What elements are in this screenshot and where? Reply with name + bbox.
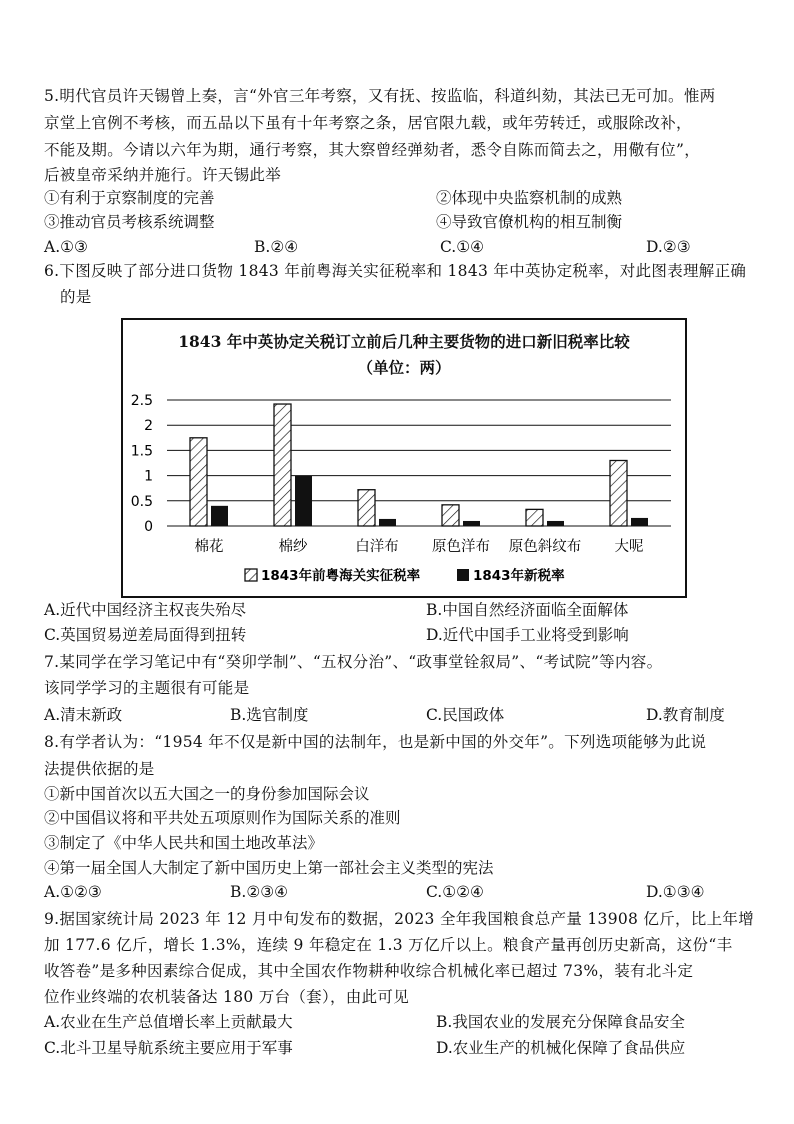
bar-old-rate: [358, 490, 375, 526]
chart-legend: [245, 567, 565, 584]
bar-new-rate: [631, 518, 648, 526]
q9-stem-line: 位作业终端的农机装备达 180 万台（套），由此可见: [44, 988, 409, 1006]
x-tick-label: 原色洋布: [432, 539, 490, 555]
q8-item: ④第一届全国人大制定了新中国历史上第一部社会主义类型的宪法: [44, 859, 494, 877]
x-tick-label: 原色斜纹布: [508, 539, 582, 555]
bar-new-rate: [295, 476, 312, 526]
q6-stem-line: 6.下图反映了部分进口货物 1843 年前粤海关实征税率和 1843 年中英协定税率，对此图表理解正确: [44, 262, 747, 280]
q8-option-b[interactable]: B.②③④: [230, 883, 289, 901]
x-tick-label: 棉纱: [278, 539, 308, 555]
q7-option-d[interactable]: D.教育制度: [646, 706, 725, 724]
legend-swatch-new: [457, 569, 469, 581]
x-axis-ticks: [195, 537, 644, 555]
legend-label-old: 1843年前粤海关实征税率: [261, 568, 421, 584]
bar-old-rate: [610, 460, 627, 526]
bar-old-rate: [442, 505, 459, 526]
y-axis-ticks: [131, 393, 153, 535]
q6-option-c[interactable]: C.英国贸易逆差局面得到扭转: [44, 626, 247, 644]
y-tick-label: 1: [144, 468, 153, 485]
bar-new-rate: [211, 506, 228, 526]
chart-gridlines: [167, 400, 671, 526]
q9-stem-line: 收答卷”是多种因素综合促成，其中全国农作物耕种收综合机械化率已超过 73%，装有北斗定: [44, 962, 694, 980]
q8-option-d[interactable]: D.①③④: [646, 883, 705, 901]
q6-option-a[interactable]: A.近代中国经济主权丧失殆尽: [44, 601, 247, 619]
q6-option-b[interactable]: B.中国自然经济面临全面解体: [426, 601, 629, 619]
bar-new-rate: [547, 521, 564, 526]
bar-old-rate: [190, 438, 207, 526]
q5-stem-line: 京堂上官例不考核，而五品以下虽有十年考察之条，居官限九载，或年劳转迁，或服除改补，: [44, 114, 692, 132]
q7-stem-line: 7.某同学在学习笔记中有“癸卯学制”、“五权分治”、“政事堂铨叙局”、“考试院”等内容。: [44, 653, 663, 671]
q5-item: ③推动官员考核系统调整: [44, 213, 215, 231]
q6-stem-line: 的是: [60, 288, 92, 306]
q5-item: ④导致官僚机构的相互制衡: [436, 213, 623, 231]
q6-option-d[interactable]: D.近代中国手工业将受到影响: [426, 626, 629, 644]
q8-item: ①新中国首次以五大国之一的身份参加国际会议: [44, 785, 370, 803]
bar-old-rate: [526, 509, 543, 526]
q5-item: ①有利于京察制度的完善: [44, 189, 215, 207]
q9-option-b[interactable]: B.我国农业的发展充分保障食品安全: [436, 1013, 685, 1031]
x-tick-label: 白洋布: [355, 539, 399, 555]
q5-stem-line: 不能及期。今请以六年为期，通行考察，其大察曾经弹劾者，悉令自陈而简去之，用儆有位”，: [44, 141, 701, 159]
q8-option-a[interactable]: A.①②③: [44, 883, 102, 901]
chart-title: 1843 年中英协定关税订立前后几种主要货物的进口新旧税率比较: [178, 332, 630, 351]
q9-option-a[interactable]: A.农业在生产总值增长率上贡献最大: [44, 1013, 293, 1031]
q5-option-c[interactable]: C.①④: [440, 238, 485, 256]
chart-bars: [190, 404, 648, 526]
legend-swatch-old: [245, 569, 257, 581]
q9-option-d[interactable]: D.农业生产的机械化保障了食品供应: [436, 1039, 686, 1057]
q8-item: ②中国倡议将和平共处五项原则作为国际关系的准则: [44, 809, 401, 827]
q7-option-a[interactable]: A.清末新政: [44, 706, 123, 724]
y-tick-label: 2: [144, 418, 153, 435]
q8-stem-line: 法提供依据的是: [44, 760, 155, 778]
q7-option-c[interactable]: C.民国政体: [426, 706, 505, 724]
q8-option-c[interactable]: C.①②④: [426, 883, 484, 901]
y-tick-label: 0: [144, 519, 153, 535]
y-tick-label: 1.5: [130, 443, 153, 460]
y-tick-label: 2.5: [130, 393, 153, 409]
q7-stem-line: 该同学学习的主题很有可能是: [44, 679, 250, 697]
q8-stem-line: 8.有学者认为：“1954 年不仅是新中国的法制年，也是新中国的外交年”。下列选项能够为此说: [44, 733, 707, 751]
x-tick-label: 大呢: [614, 539, 644, 555]
q8-item: ③制定了《中华人民共和国土地改革法》: [44, 834, 324, 852]
q5-option-d[interactable]: D.②③: [646, 238, 691, 256]
tax-rate-chart: [121, 318, 687, 598]
q9-option-c[interactable]: C.北斗卫星导航系统主要应用于军事: [44, 1039, 293, 1057]
bar-old-rate: [274, 404, 291, 526]
q5-option-a[interactable]: A.①③: [44, 238, 88, 256]
q5-stem-line: 5.明代官员许天锡曾上奏，言“外官三年考察，又有抚、按监临，科道纠劾，其法已无可加。惟两: [44, 87, 716, 105]
q9-stem-line: 9.据国家统计局 2023 年 12 月中旬发布的数据，2023 全年我国粮食总产量 13908 亿斤，比上年增: [44, 910, 755, 928]
bar-new-rate: [379, 519, 396, 526]
q7-option-b[interactable]: B.选官制度: [230, 706, 309, 724]
x-tick-label: 棉花: [194, 539, 224, 555]
q5-option-b[interactable]: B.②④: [254, 238, 299, 256]
q5-item: ②体现中央监察机制的成熟: [436, 189, 623, 207]
chart-plot: [123, 320, 685, 596]
y-tick-label: 0.5: [130, 493, 153, 510]
q9-stem-line: 加 177.6 亿斤，增长 1.3%，连续 9 年稳定在 1.3 万亿斤以上。粮食产量再创历史新高，这份“丰: [44, 936, 733, 954]
legend-label-new: 1843年新税率: [473, 568, 565, 584]
q5-stem-line: 后被皇帝采纳并施行。许天锡此举: [44, 166, 282, 184]
bar-new-rate: [463, 521, 480, 526]
chart-subtitle: （单位：两）: [357, 358, 451, 377]
